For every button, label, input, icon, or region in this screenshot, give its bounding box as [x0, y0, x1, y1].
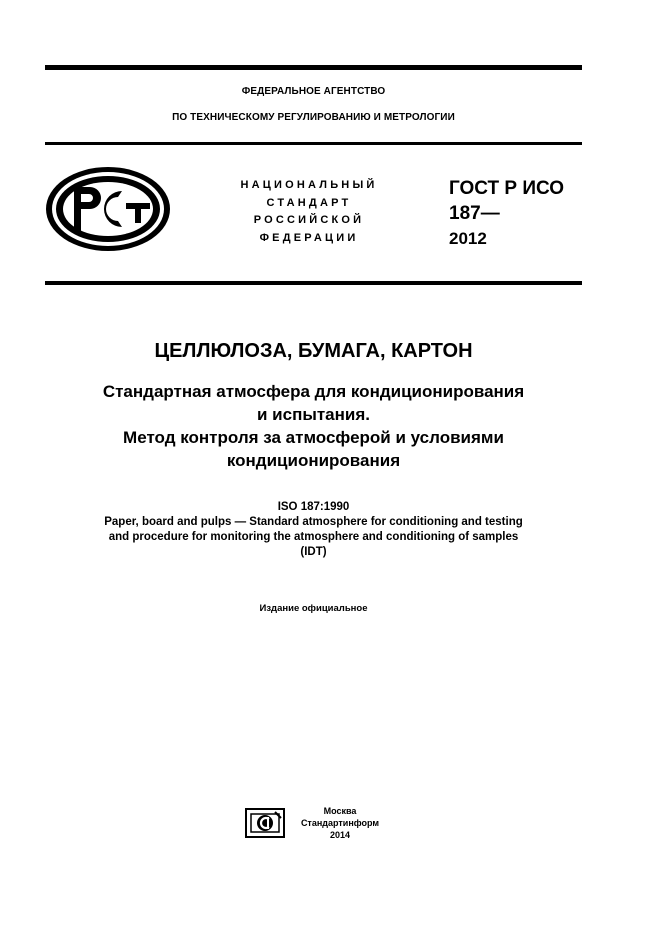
iso-title-line: and procedure for monitoring the atmosphere and conditioning of samples — [108, 531, 519, 543]
header-divider — [45, 142, 582, 145]
designation-number: 187— — [449, 203, 500, 224]
publisher-imprint — [290, 805, 390, 841]
standartinform-logo-icon — [245, 808, 285, 838]
iso-reference — [45, 500, 582, 560]
subtitle-line: кондиционирования — [226, 451, 401, 470]
iso-equivalence: (IDT) — [300, 546, 327, 558]
subtitle-line: Метод контроля за атмосферой и условиями — [123, 428, 504, 447]
designation-prefix: ГОСТ Р ИСО — [449, 178, 565, 199]
national-standard-status — [205, 177, 413, 247]
document-subtitle — [45, 380, 582, 472]
top-rule — [45, 65, 582, 70]
agency-name-line-2: ПО ТЕХНИЧЕСКОМУ РЕГУЛИРОВАНИЮ И МЕТРОЛОГИИ — [172, 112, 455, 123]
header-bottom-rule — [45, 281, 582, 285]
designation-year: 2012 — [449, 229, 487, 248]
publisher-city: Москва — [323, 806, 357, 816]
publisher-name: Стандартинформ — [300, 818, 380, 828]
publication-year: 2014 — [329, 830, 351, 840]
status-line: НАЦИОНАЛЬНЫЙ — [240, 179, 378, 191]
subtitle-line: Стандартная атмосфера для кондиционирования — [102, 382, 525, 401]
agency-name-line-1: ФЕДЕРАЛЬНОЕ АГЕНТСТВО — [241, 86, 386, 97]
subtitle-line: и испытания. — [256, 405, 370, 424]
status-line: СТАНДАРТ — [266, 196, 352, 209]
iso-title-line: Paper, board and pulps — Standard atmosphere for conditioning and testing — [104, 516, 523, 528]
gost-rst-emblem-icon — [44, 165, 172, 253]
document-title: ЦЕЛЛЮЛОЗА, БУМАГА, КАРТОН — [154, 340, 473, 362]
status-line: РОССИЙСКОЙ — [253, 214, 365, 226]
iso-number: ISO 187:1990 — [277, 501, 350, 513]
standard-designation — [449, 176, 564, 251]
edition-note: Издание официальное — [259, 603, 368, 614]
status-line: ФЕДЕРАЦИИ — [259, 231, 359, 244]
